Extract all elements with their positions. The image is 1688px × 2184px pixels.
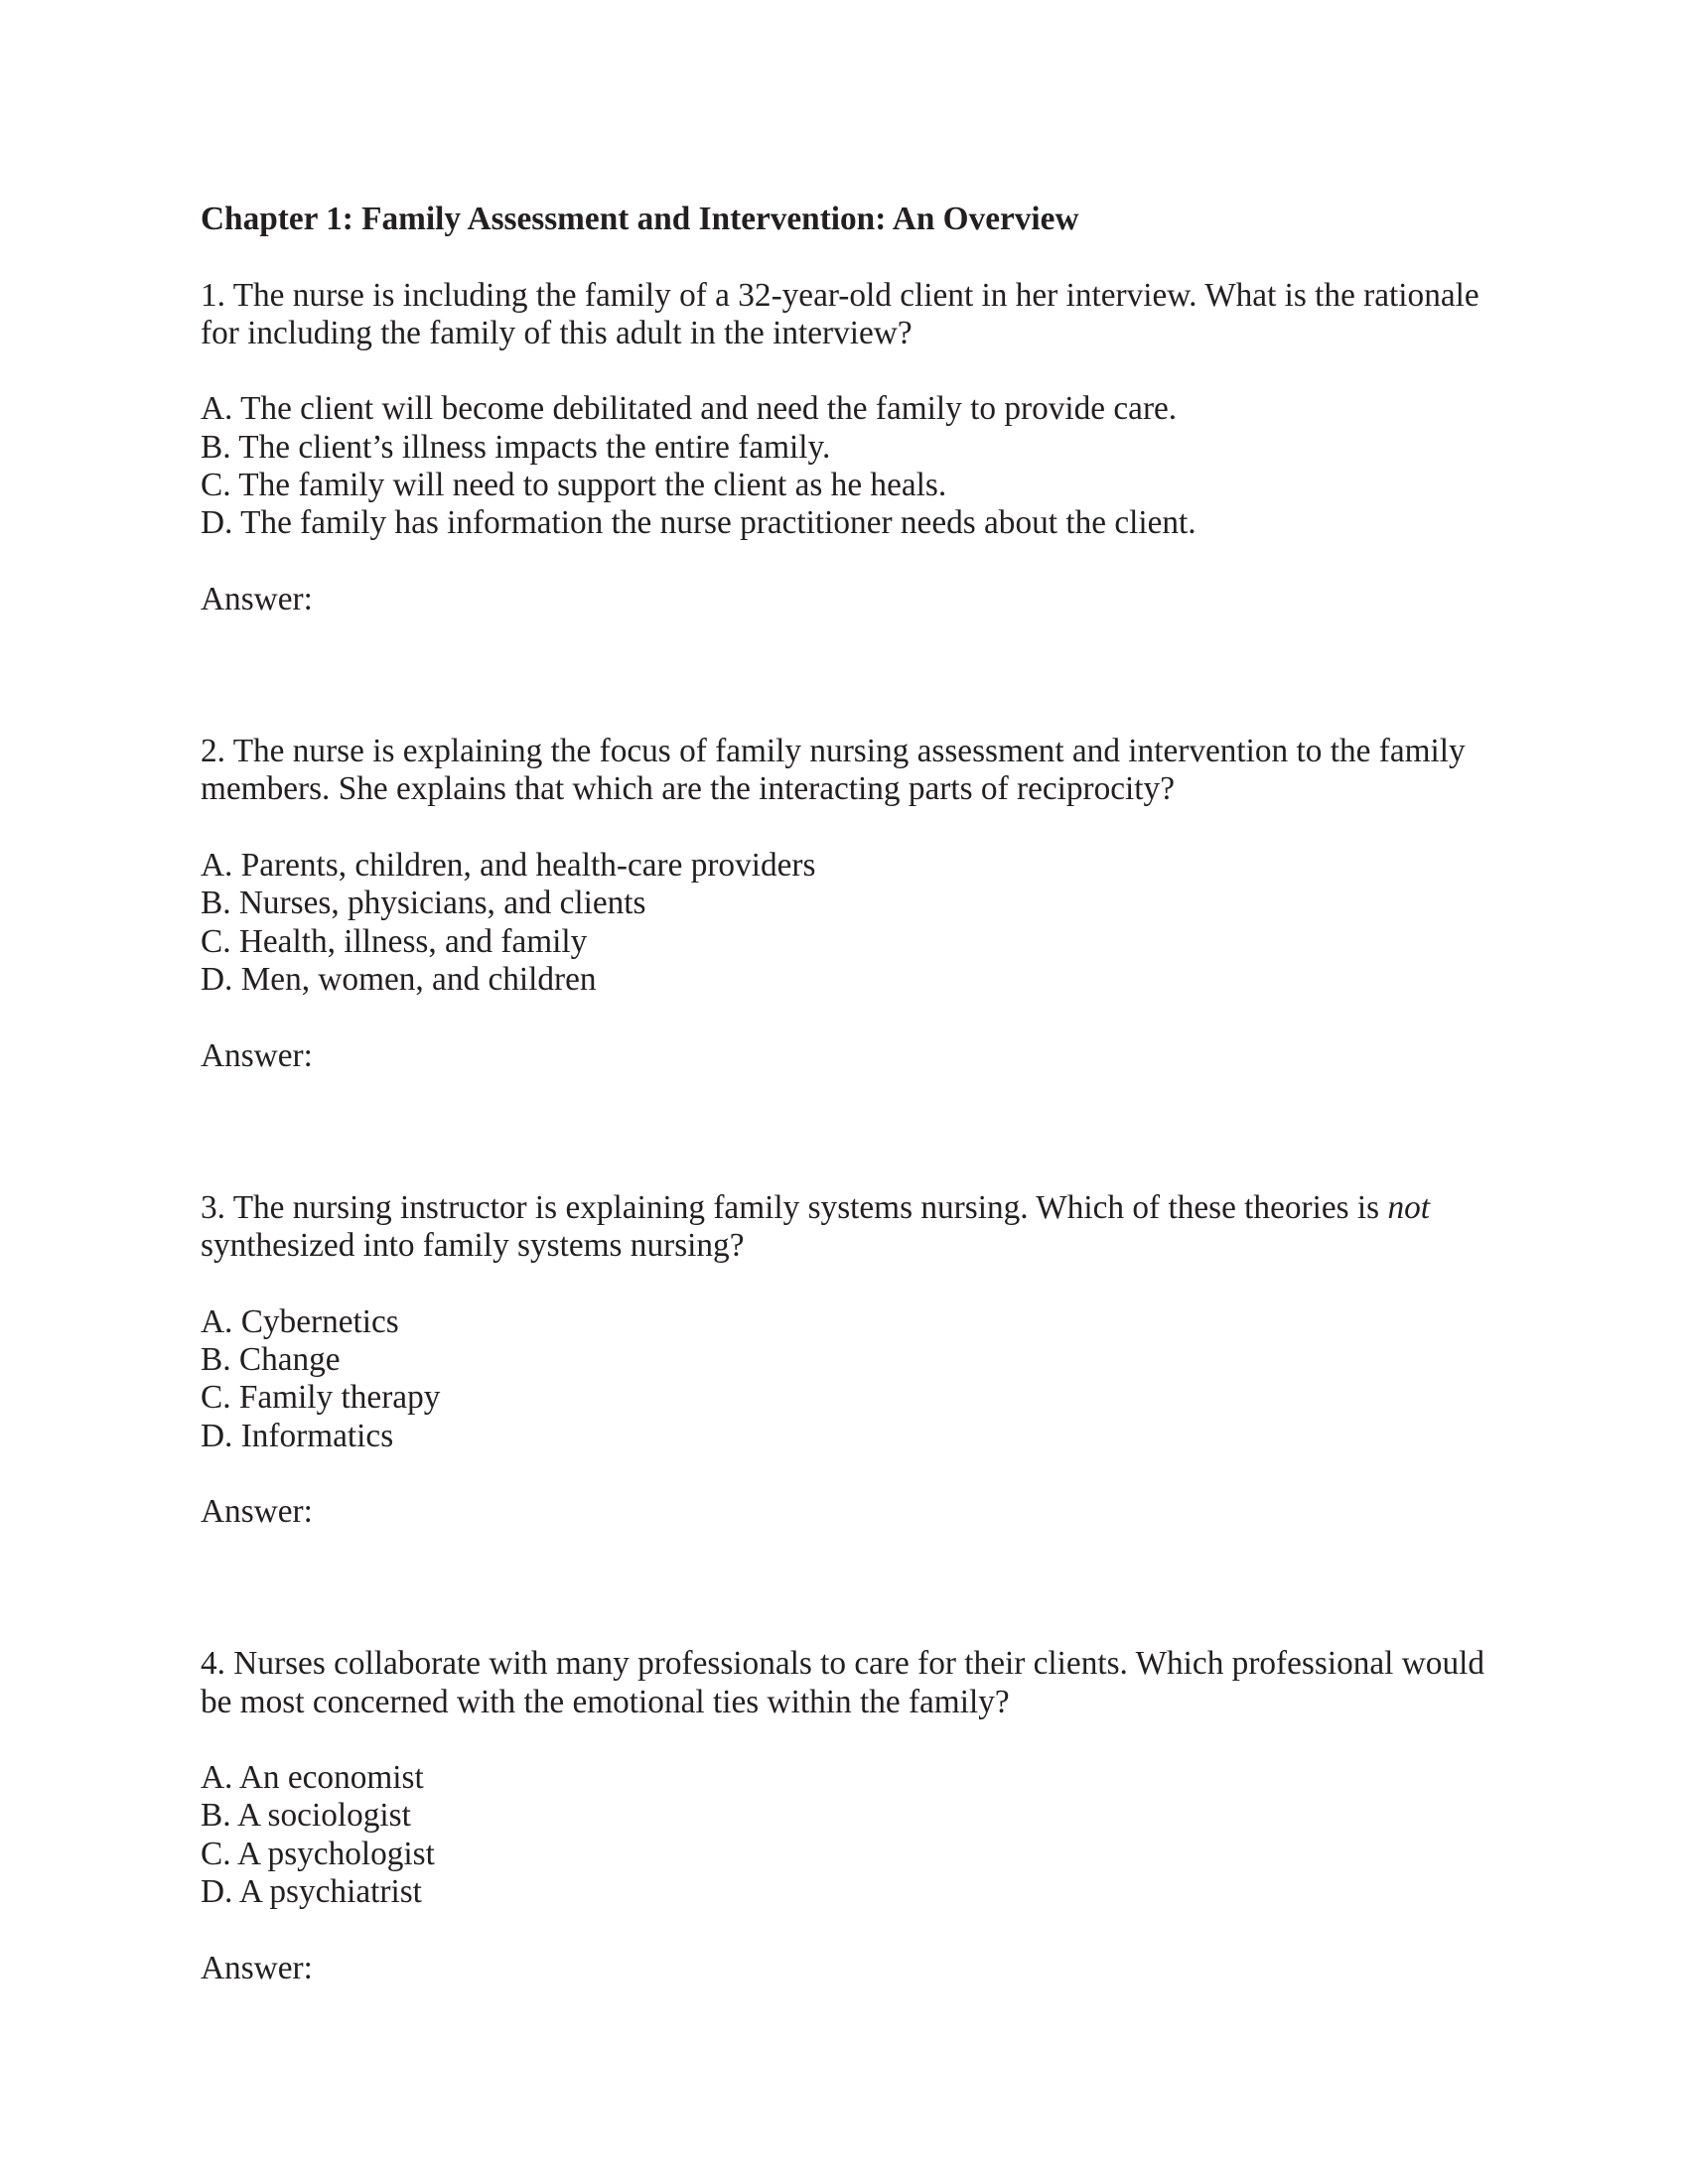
question-4-options bbox=[201, 1759, 1489, 1911]
option-b: B. A sociologist bbox=[201, 1797, 411, 1835]
question-2 bbox=[201, 733, 1489, 1075]
question-1-text-line-1: 1. The nurse is including the family of a 32-year-old client in her interview. What is the rationale bbox=[201, 276, 1479, 314]
answer-label: Answer: bbox=[201, 1036, 313, 1074]
answer-label: Answer: bbox=[201, 1493, 313, 1531]
option-d: D. The family has information the nurse practitioner needs about the client. bbox=[201, 504, 1196, 542]
answer-label: Answer: bbox=[201, 580, 313, 617]
question-1-options bbox=[201, 390, 1489, 542]
question-3-text-line-2: synthesized into family systems nursing? bbox=[201, 1227, 745, 1265]
question-4-text-line-1: 4. Nurses collaborate with many professionals to care for their clients. Which professional would bbox=[201, 1645, 1484, 1683]
question-3-text-line-1-main: 3. The nursing instructor is explaining family systems nursing. Which of these theories is bbox=[201, 1188, 1388, 1226]
option-a: A. The client will become debilitated and need the family to provide care. bbox=[201, 390, 1178, 428]
option-d: D. A psychiatrist bbox=[201, 1873, 422, 1911]
emphasis-not: not bbox=[1387, 1188, 1430, 1226]
option-c: C. Health, illness, and family bbox=[201, 922, 588, 960]
question-1 bbox=[201, 277, 1489, 619]
option-b: B. Nurses, physicians, and clients bbox=[201, 885, 646, 922]
option-d: D. Informatics bbox=[201, 1417, 394, 1454]
option-a: A. An economist bbox=[201, 1759, 424, 1797]
option-d: D. Men, women, and children bbox=[201, 960, 597, 998]
option-c: C. The family will need to support the client as he heals. bbox=[201, 467, 947, 504]
option-b: B. Change bbox=[201, 1340, 341, 1378]
question-1-text-line-2: for including the family of this adult in the interview? bbox=[201, 314, 913, 351]
question-4-text-line-2: be most concerned with the emotional ties within the family? bbox=[201, 1683, 1010, 1720]
option-c: C. Family therapy bbox=[201, 1379, 441, 1417]
question-2-text-line-1: 2. The nurse is explaining the focus of family nursing assessment and intervention to the family bbox=[201, 733, 1466, 770]
option-c: C. A psychologist bbox=[201, 1835, 435, 1872]
question-3-options bbox=[201, 1303, 1489, 1455]
option-a: A. Parents, children, and health-care providers bbox=[201, 847, 816, 885]
question-3 bbox=[201, 1189, 1489, 1532]
question-4 bbox=[201, 1645, 1489, 1987]
question-2-options bbox=[201, 847, 1489, 999]
chapter-title: Chapter 1: Family Assessment and Intervention: An Overview bbox=[201, 201, 1079, 237]
option-b: B. The client’s illness impacts the entire family. bbox=[201, 428, 831, 466]
question-3-text-line-1 bbox=[201, 1189, 1489, 1227]
question-2-text-line-2: members. She explains that which are the interacting parts of reciprocity? bbox=[201, 770, 1175, 808]
answer-label: Answer: bbox=[201, 1949, 313, 1986]
option-a: A. Cybernetics bbox=[201, 1302, 399, 1340]
